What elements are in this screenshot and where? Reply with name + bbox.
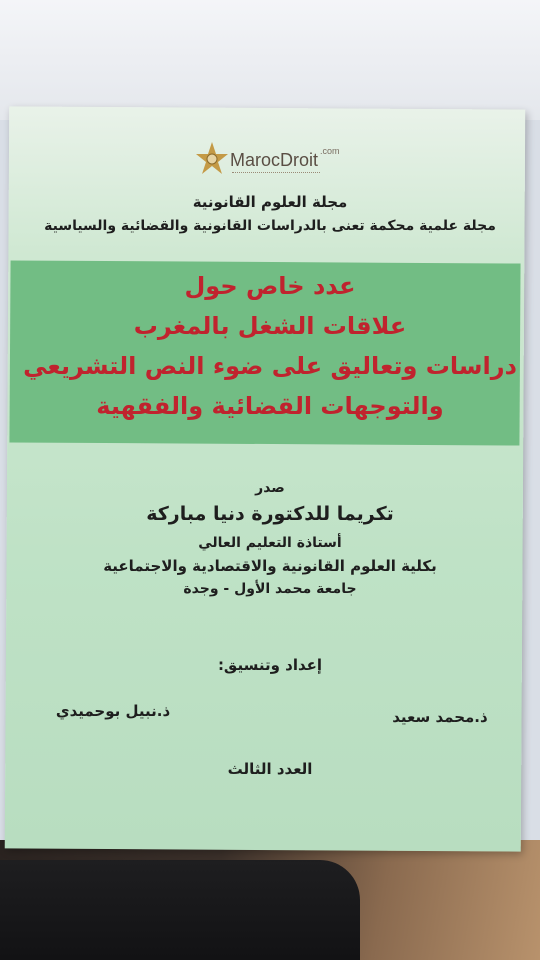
marocdroit-logo: [196, 140, 356, 184]
special-issue-line4: والتوجهات القضائية والفقهية: [96, 392, 444, 420]
tribute-position: أستاذة التعليم العالي: [198, 535, 342, 551]
background-wall: [0, 0, 540, 120]
logo-tagline: [232, 172, 320, 177]
special-issue-line1: عدد خاص حول: [184, 272, 356, 300]
tribute-university: جامعة محمد الأول - وجدة: [183, 581, 357, 597]
editor-1: ذ.محمد سعيد: [392, 708, 488, 726]
star-icon: [196, 140, 230, 180]
journal-subtitle: مجلة علمية محكمة تعنى بالدراسات القانونية والقضائية والسياسية: [44, 218, 496, 234]
editors-label: إعداد وتنسيق:: [217, 656, 323, 674]
logo-text: MarocDroit: [230, 150, 319, 170]
tribute-faculty: بكلية العلوم القانونية والاقتصادية والاجتماعية: [103, 557, 437, 575]
journal-name: مجلة العلوم القانونية: [192, 193, 348, 211]
special-issue-line2: علاقات الشغل بالمغرب: [133, 312, 407, 340]
special-issue-line3: دراسات وتعاليق على ضوء النص التشريعي: [23, 352, 517, 380]
editor-2: ذ.نبيل بوحميدي: [55, 702, 171, 720]
logo-suffix: .com: [320, 146, 340, 156]
issued-label: صدر: [255, 480, 285, 496]
tribute-honor: تكريما للدكتورة دنيا مباركة: [146, 503, 394, 525]
issue-number: العدد الثالث: [227, 760, 313, 778]
dark-fabric: [0, 860, 360, 960]
